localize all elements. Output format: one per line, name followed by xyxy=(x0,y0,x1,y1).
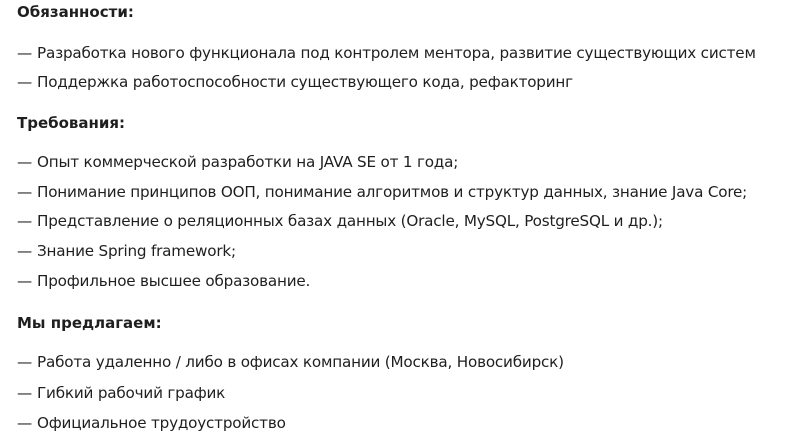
list-item-text: Работа удаленно / либо в офисах компании (Москва, Новосибирск) xyxy=(37,353,564,371)
bullet-dash: — xyxy=(17,414,32,432)
list-item xyxy=(17,210,663,232)
list-item-text: Опыт коммерческой разработки на JAVA SE от 1 года; xyxy=(37,153,459,171)
bullet-dash: — xyxy=(17,272,32,290)
list-item-text: Поддержка работоспособности существующего кода, рефакторинг xyxy=(37,73,573,91)
list-item xyxy=(17,42,756,64)
list-item-text: Знание Spring framework; xyxy=(37,242,236,260)
bullet-dash: — xyxy=(17,153,32,171)
bullet-dash: — xyxy=(17,183,32,201)
list-item xyxy=(17,240,236,262)
list-item xyxy=(17,270,310,292)
list-item xyxy=(17,71,573,93)
list-item-text: Гибкий рабочий график xyxy=(37,384,226,402)
bullet-dash: — xyxy=(17,44,32,62)
section-title-duties: Обязанности: xyxy=(17,3,134,21)
list-item xyxy=(17,351,564,373)
bullet-dash: — xyxy=(17,353,32,371)
bullet-dash: — xyxy=(17,384,32,402)
bullet-dash: — xyxy=(17,212,32,230)
list-item-text: Представление о реляционных базах данных (Oracle, MySQL, PostgreSQL и др.); xyxy=(37,212,663,230)
section-title-requirements: Требования: xyxy=(17,114,126,132)
list-item-text: Разработка нового функционала под контролем ментора, развитие существующих систем xyxy=(37,44,756,62)
list-item-text: Официальное трудоустройство xyxy=(37,414,286,432)
list-item xyxy=(17,382,225,404)
section-title-offer: Мы предлагаем: xyxy=(17,314,162,332)
list-item-text: Понимание принципов ООП, понимание алгоритмов и структур данных, знание Java Core; xyxy=(37,183,748,201)
bullet-dash: — xyxy=(17,73,32,91)
list-item xyxy=(17,181,747,203)
list-item xyxy=(17,412,286,434)
list-item xyxy=(17,151,458,173)
list-item-text: Профильное высшее образование. xyxy=(37,272,311,290)
bullet-dash: — xyxy=(17,242,32,260)
